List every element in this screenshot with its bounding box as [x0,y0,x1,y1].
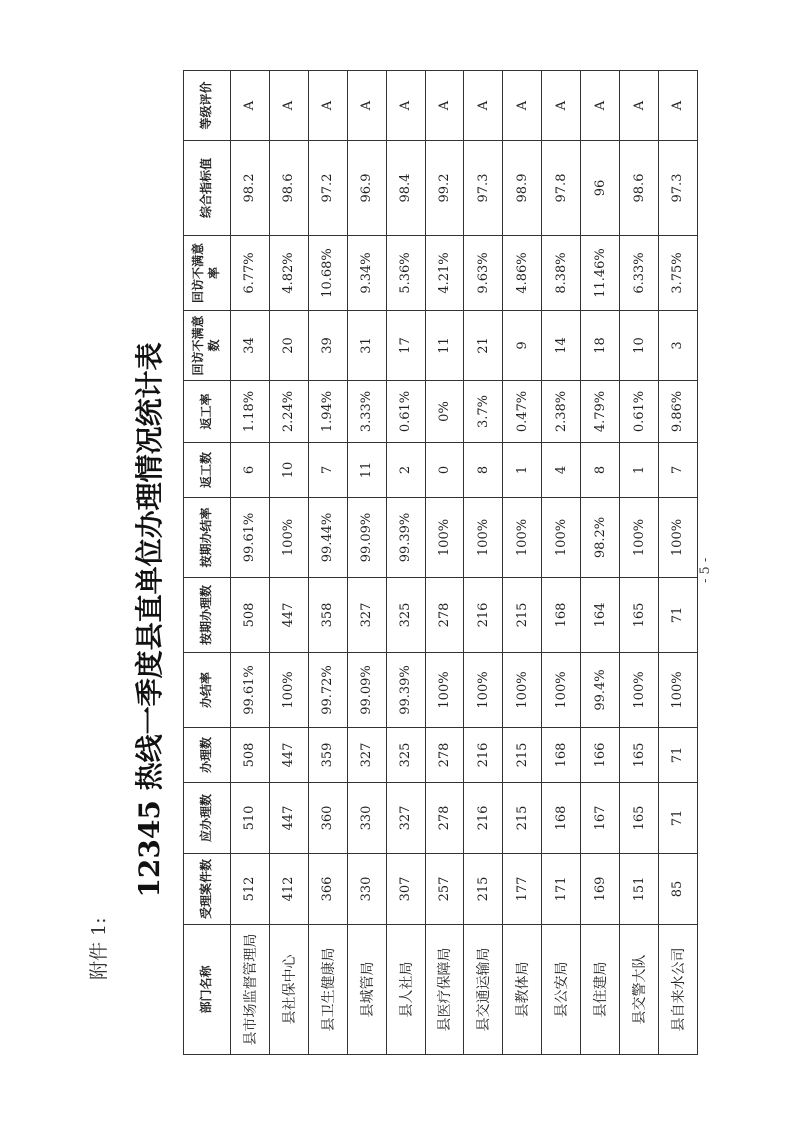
table-cell: 100% [464,498,503,578]
table-cell: 215 [464,854,503,925]
table-header-row [184,71,231,1055]
table-cell: 31 [347,311,386,381]
table-cell: 5.36% [386,236,425,311]
table-cell: 14 [542,311,581,381]
table-cell: A [231,71,270,141]
column-header: 按期办理数 [184,578,231,653]
table-row [269,71,308,1055]
table-cell: 6 [231,443,270,498]
table-cell: 9.86% [658,381,697,443]
table-cell: 327 [386,783,425,854]
table-cell: 3.33% [347,381,386,443]
table-cell: 71 [658,728,697,783]
table-cell: 100% [503,653,542,728]
table-cell: 100% [658,653,697,728]
table-cell: 98.9 [503,141,542,236]
table-cell: 327 [347,578,386,653]
table-cell: 447 [269,728,308,783]
table-cell: 9 [503,311,542,381]
table-cell: 39 [308,311,347,381]
table-cell: 100% [620,498,659,578]
table-cell: 99.09% [347,653,386,728]
table-cell: 10 [269,443,308,498]
table-cell: 100% [269,498,308,578]
table-cell: 98.4 [386,141,425,236]
table-row [308,71,347,1055]
table-cell: 1 [503,443,542,498]
department-name-cell: 县公安局 [542,925,581,1055]
department-name-cell: 县住建局 [581,925,620,1055]
table-cell: 0.61% [386,381,425,443]
table-cell: 100% [542,498,581,578]
table-row [386,71,425,1055]
table-cell: 7 [658,443,697,498]
table-cell: 0.47% [503,381,542,443]
table-cell: 510 [231,783,270,854]
table-cell: 97.8 [542,141,581,236]
table-cell: A [425,71,464,141]
department-name-cell: 县市场监督管理局 [231,925,270,1055]
table-cell: 98.6 [620,141,659,236]
table-cell: 216 [464,578,503,653]
table-cell: 215 [503,728,542,783]
table-row [620,71,659,1055]
table-cell: A [620,71,659,141]
table-cell: 278 [425,578,464,653]
table-cell: 278 [425,783,464,854]
table-cell: 0 [425,443,464,498]
table-cell: 359 [308,728,347,783]
statistics-table [183,70,698,1055]
table-cell: 10 [620,311,659,381]
table-cell: 100% [269,653,308,728]
table-cell: 96 [581,141,620,236]
table-cell: 100% [464,653,503,728]
table-cell: 97.2 [308,141,347,236]
table-cell: 165 [620,783,659,854]
table-cell: 447 [269,578,308,653]
attachment-label: 附件 1: [88,917,110,980]
table-cell: 325 [386,728,425,783]
table-cell: 100% [425,498,464,578]
table-cell: 257 [425,854,464,925]
table-cell: 508 [231,578,270,653]
table-cell: 4.82% [269,236,308,311]
table-cell: 11 [425,311,464,381]
table-cell: 8 [581,443,620,498]
table-row [464,71,503,1055]
table-cell: 4.21% [425,236,464,311]
table-cell: A [542,71,581,141]
table-cell: 168 [542,728,581,783]
table-cell: 166 [581,728,620,783]
column-header: 按期办结率 [184,498,231,578]
table-cell: 99.09% [347,498,386,578]
table-cell: 1 [620,443,659,498]
table-cell: A [347,71,386,141]
table-cell: A [581,71,620,141]
table-cell: 2 [386,443,425,498]
table-cell: 6.77% [231,236,270,311]
table-cell: 169 [581,854,620,925]
table-cell: 6.33% [620,236,659,311]
table-cell: 9.34% [347,236,386,311]
table-cell: 85 [658,854,697,925]
department-name-cell: 县教体局 [503,925,542,1055]
table-row [542,71,581,1055]
table-cell: 447 [269,783,308,854]
table-cell: 71 [658,578,697,653]
table-cell: 96.9 [347,141,386,236]
table-cell: 4 [542,443,581,498]
table-cell: 360 [308,783,347,854]
table-cell: 3.7% [464,381,503,443]
table-cell: 100% [620,653,659,728]
department-name-cell: 县自来水公司 [658,925,697,1055]
table-cell: A [464,71,503,141]
table-cell: 99.2 [425,141,464,236]
column-header: 受理案件数 [184,854,231,925]
table-cell: 215 [503,578,542,653]
table-cell: 330 [347,854,386,925]
department-name-cell: 县交警大队 [620,925,659,1055]
table-cell: A [386,71,425,141]
table-cell: 99.61% [231,653,270,728]
table-cell: 366 [308,854,347,925]
table-cell: 325 [386,578,425,653]
table-cell: A [658,71,697,141]
table-cell: 278 [425,728,464,783]
page-number: - 5 - [698,557,713,583]
table-cell: A [503,71,542,141]
column-header: 回访不满意数 [184,311,231,381]
table-cell: 99.61% [231,498,270,578]
table-cell: 9.63% [464,236,503,311]
table-cell: 307 [386,854,425,925]
department-name-cell: 县交通运输局 [464,925,503,1055]
table-row [658,71,697,1055]
table-cell: 1.94% [308,381,347,443]
table-row [581,71,620,1055]
table-cell: 98.2 [231,141,270,236]
table-cell: 99.44% [308,498,347,578]
table-cell: 11 [347,443,386,498]
table-cell: A [269,71,308,141]
table-cell: 1.18% [231,381,270,443]
column-header: 办理数 [184,728,231,783]
table-cell: 215 [503,783,542,854]
table-cell: 71 [658,783,697,854]
column-header: 返工率 [184,381,231,443]
table-cell: 99.72% [308,653,347,728]
column-header: 返工数 [184,443,231,498]
table-cell: 165 [620,728,659,783]
table-row [425,71,464,1055]
department-name-cell: 县医疗保障局 [425,925,464,1055]
table-cell: 7 [308,443,347,498]
table-cell: 167 [581,783,620,854]
table-cell: 168 [542,578,581,653]
department-name-cell: 县卫生健康局 [308,925,347,1055]
table-cell: 4.79% [581,381,620,443]
table-cell: 164 [581,578,620,653]
table-row [347,71,386,1055]
table-cell: 4.86% [503,236,542,311]
department-name-cell: 县人社局 [386,925,425,1055]
column-header: 回访不满意率 [184,236,231,311]
table-cell: 100% [542,653,581,728]
table-cell: 100% [658,498,697,578]
table-cell: 216 [464,728,503,783]
column-header: 应办理数 [184,783,231,854]
table-cell: 358 [308,578,347,653]
column-header: 部门名称 [184,925,231,1055]
table-cell: 98.6 [269,141,308,236]
table-cell: 17 [386,311,425,381]
table-cell: 98.2% [581,498,620,578]
table-body [231,71,698,1055]
table-cell: 20 [269,311,308,381]
table-cell: 165 [620,578,659,653]
table-cell: 18 [581,311,620,381]
table-cell: 8 [464,443,503,498]
department-name-cell: 县社保中心 [269,925,308,1055]
table-cell: 21 [464,311,503,381]
table-cell: 34 [231,311,270,381]
table-cell: A [308,71,347,141]
table-cell: 99.39% [386,498,425,578]
table-cell: 100% [425,653,464,728]
table-cell: 3.75% [658,236,697,311]
column-header: 办结率 [184,653,231,728]
table-cell: 99.39% [386,653,425,728]
table-cell: 2.24% [269,381,308,443]
table-cell: 216 [464,783,503,854]
table-cell: 412 [269,854,308,925]
table-cell: 330 [347,783,386,854]
table-cell: 177 [503,854,542,925]
statistics-table-container [183,71,698,1055]
table-cell: 11.46% [581,236,620,311]
column-header: 等级评价 [184,71,231,141]
table-cell: 512 [231,854,270,925]
table-cell: 100% [503,498,542,578]
table-cell: 99.4% [581,653,620,728]
table-cell: 0% [425,381,464,443]
table-cell: 171 [542,854,581,925]
column-header: 综合指标值 [184,141,231,236]
table-cell: 3 [658,311,697,381]
document-title: 12345 热线一季度县直单位办理情况统计表 [133,342,166,898]
table-cell: 508 [231,728,270,783]
table-row [503,71,542,1055]
table-cell: 0.61% [620,381,659,443]
table-cell: 97.3 [658,141,697,236]
table-row [231,71,270,1055]
table-cell: 327 [347,728,386,783]
table-cell: 97.3 [464,141,503,236]
table-cell: 168 [542,783,581,854]
table-cell: 151 [620,854,659,925]
department-name-cell: 县城管局 [347,925,386,1055]
table-cell: 10.68% [308,236,347,311]
table-cell: 8.38% [542,236,581,311]
table-cell: 2.38% [542,381,581,443]
